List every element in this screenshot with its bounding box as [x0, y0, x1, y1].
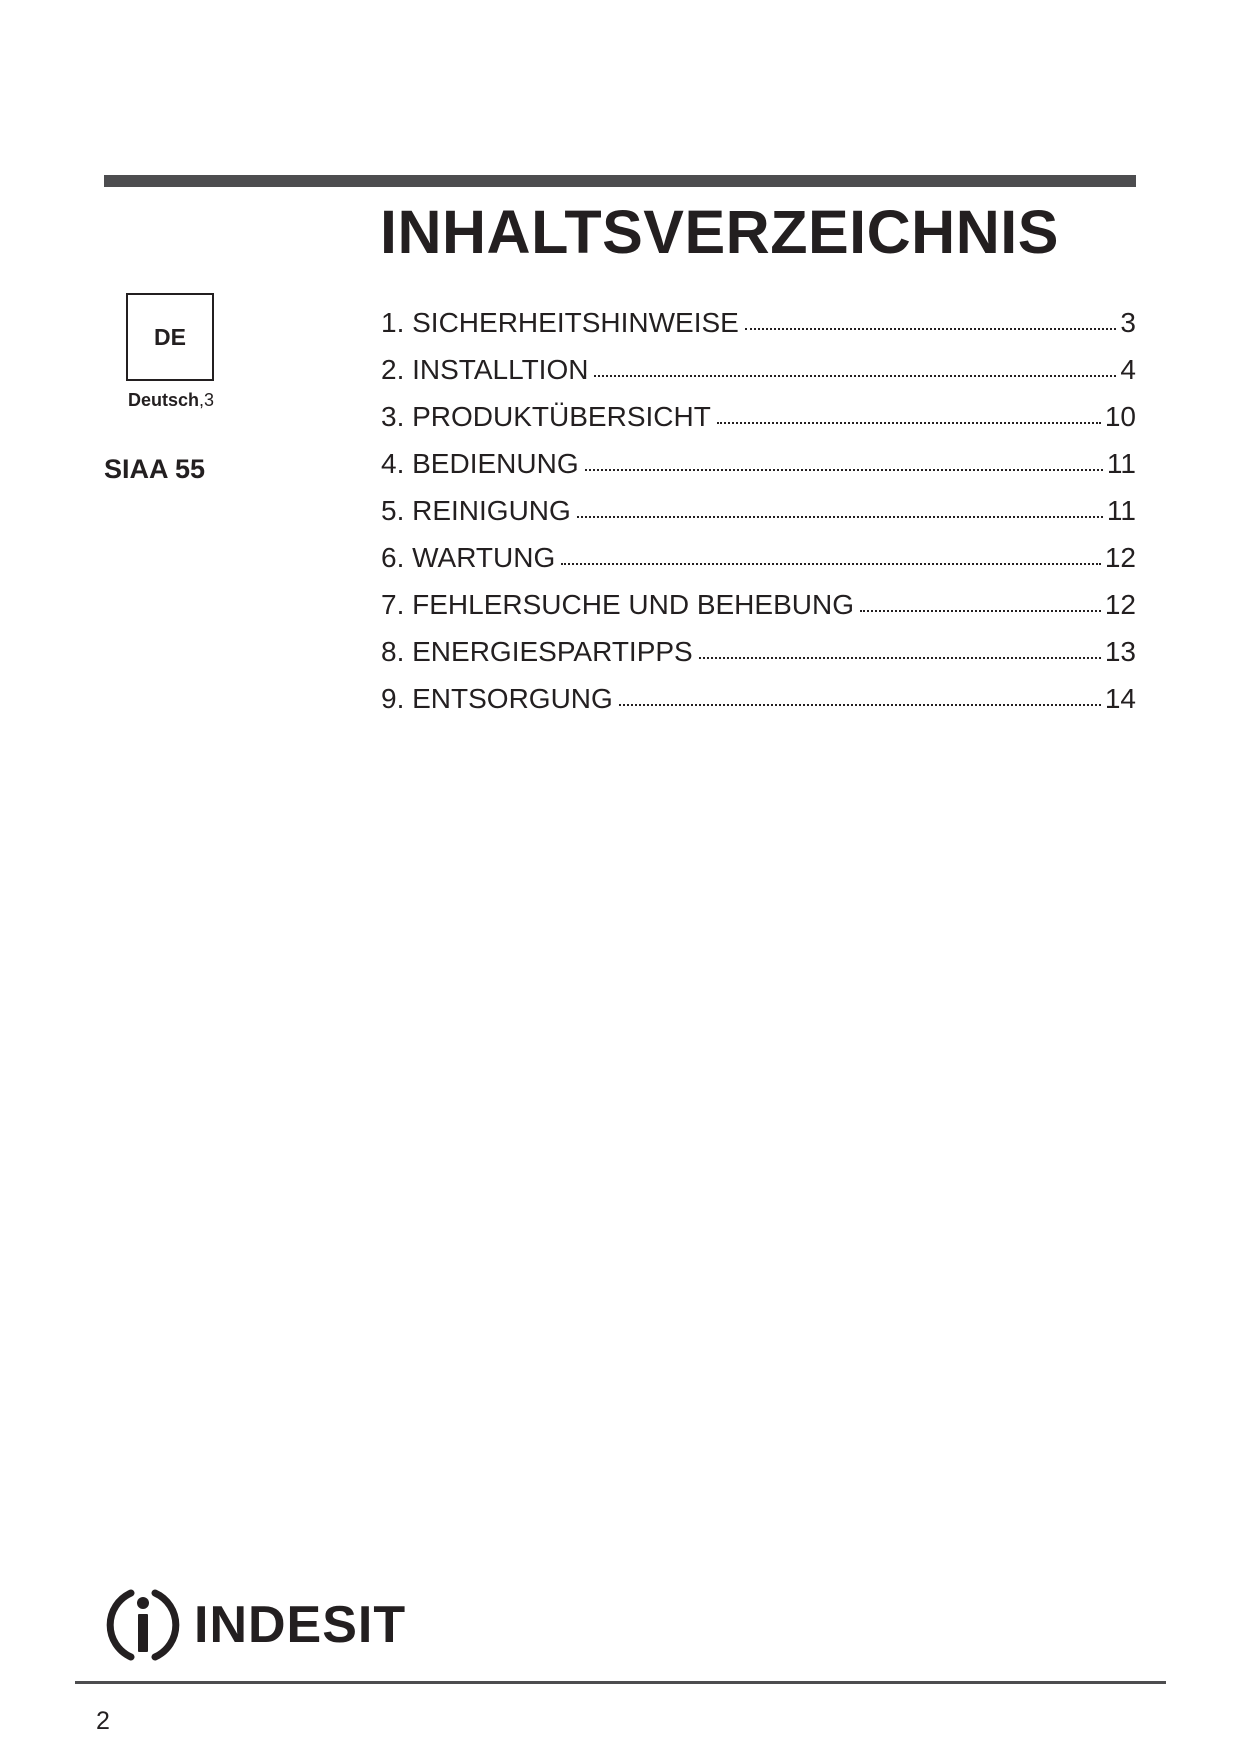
brand-logo — [104, 1587, 406, 1663]
toc-leader-dots — [699, 657, 1101, 659]
toc-entry-page: 11 — [1106, 495, 1136, 526]
toc-entry-label: 5. REINIGUNG — [381, 495, 571, 526]
toc-entry-label: 9. ENTSORGUNG — [381, 683, 613, 714]
toc-entry[interactable] — [381, 446, 1136, 493]
language-page: ,3 — [198, 390, 214, 410]
toc-leader-dots — [561, 563, 1101, 565]
bottom-rule — [75, 1681, 1166, 1684]
toc-leader-dots — [860, 610, 1101, 612]
language-label — [96, 389, 214, 411]
toc-entry-label: 7. FEHLERSUCHE UND BEHEBUNG — [381, 589, 854, 620]
toc-entry-page: 12 — [1104, 589, 1136, 620]
toc-entry-page: 14 — [1104, 683, 1136, 714]
toc-entry-label: 3. PRODUKTÜBERSICHT — [381, 401, 711, 432]
toc-entry[interactable] — [381, 681, 1136, 728]
toc-leader-dots — [745, 328, 1117, 330]
page-title: INHALTSVERZEICHNIS — [380, 198, 1059, 266]
language-code-box — [126, 293, 214, 381]
language-name: Deutsch — [127, 390, 199, 410]
page-number: 2 — [96, 1707, 110, 1735]
toc-entry-page: 4 — [1120, 354, 1136, 385]
model-name: SIAA 55 — [104, 454, 206, 484]
brand-name: INDESIT — [194, 1596, 407, 1654]
toc-entry[interactable] — [381, 493, 1136, 540]
top-rule — [104, 175, 1136, 187]
toc-entry[interactable] — [381, 305, 1136, 352]
toc-entry[interactable] — [381, 352, 1136, 399]
toc-entry-page: 13 — [1104, 636, 1136, 667]
toc-leader-dots — [717, 422, 1101, 424]
toc-entry-page: 11 — [1106, 448, 1136, 479]
language-code: DE — [154, 323, 186, 350]
toc-entry-label: 6. WARTUNG — [381, 542, 556, 573]
toc-entry[interactable] — [381, 634, 1136, 681]
toc-entry-label: 1. SICHERHEITSHINWEISE — [381, 307, 739, 338]
toc-entry-label: 4. BEDIENUNG — [381, 448, 579, 479]
toc-entry[interactable] — [381, 587, 1136, 634]
toc-leader-dots — [585, 469, 1103, 471]
table-of-contents — [381, 305, 1136, 728]
toc-entry-label: 8. ENERGIESPARTIPPS — [381, 636, 693, 667]
toc-entry-page: 3 — [1120, 307, 1136, 338]
toc-entry-page: 10 — [1104, 401, 1136, 432]
toc-leader-dots — [577, 516, 1103, 518]
toc-entry[interactable] — [381, 399, 1136, 446]
toc-entry[interactable] — [381, 540, 1136, 587]
toc-entry-page: 12 — [1104, 542, 1136, 573]
indesit-logo-icon — [104, 1587, 182, 1663]
toc-leader-dots — [619, 704, 1101, 706]
toc-entry-label: 2. INSTALLTION — [381, 354, 589, 385]
toc-leader-dots — [594, 375, 1116, 377]
